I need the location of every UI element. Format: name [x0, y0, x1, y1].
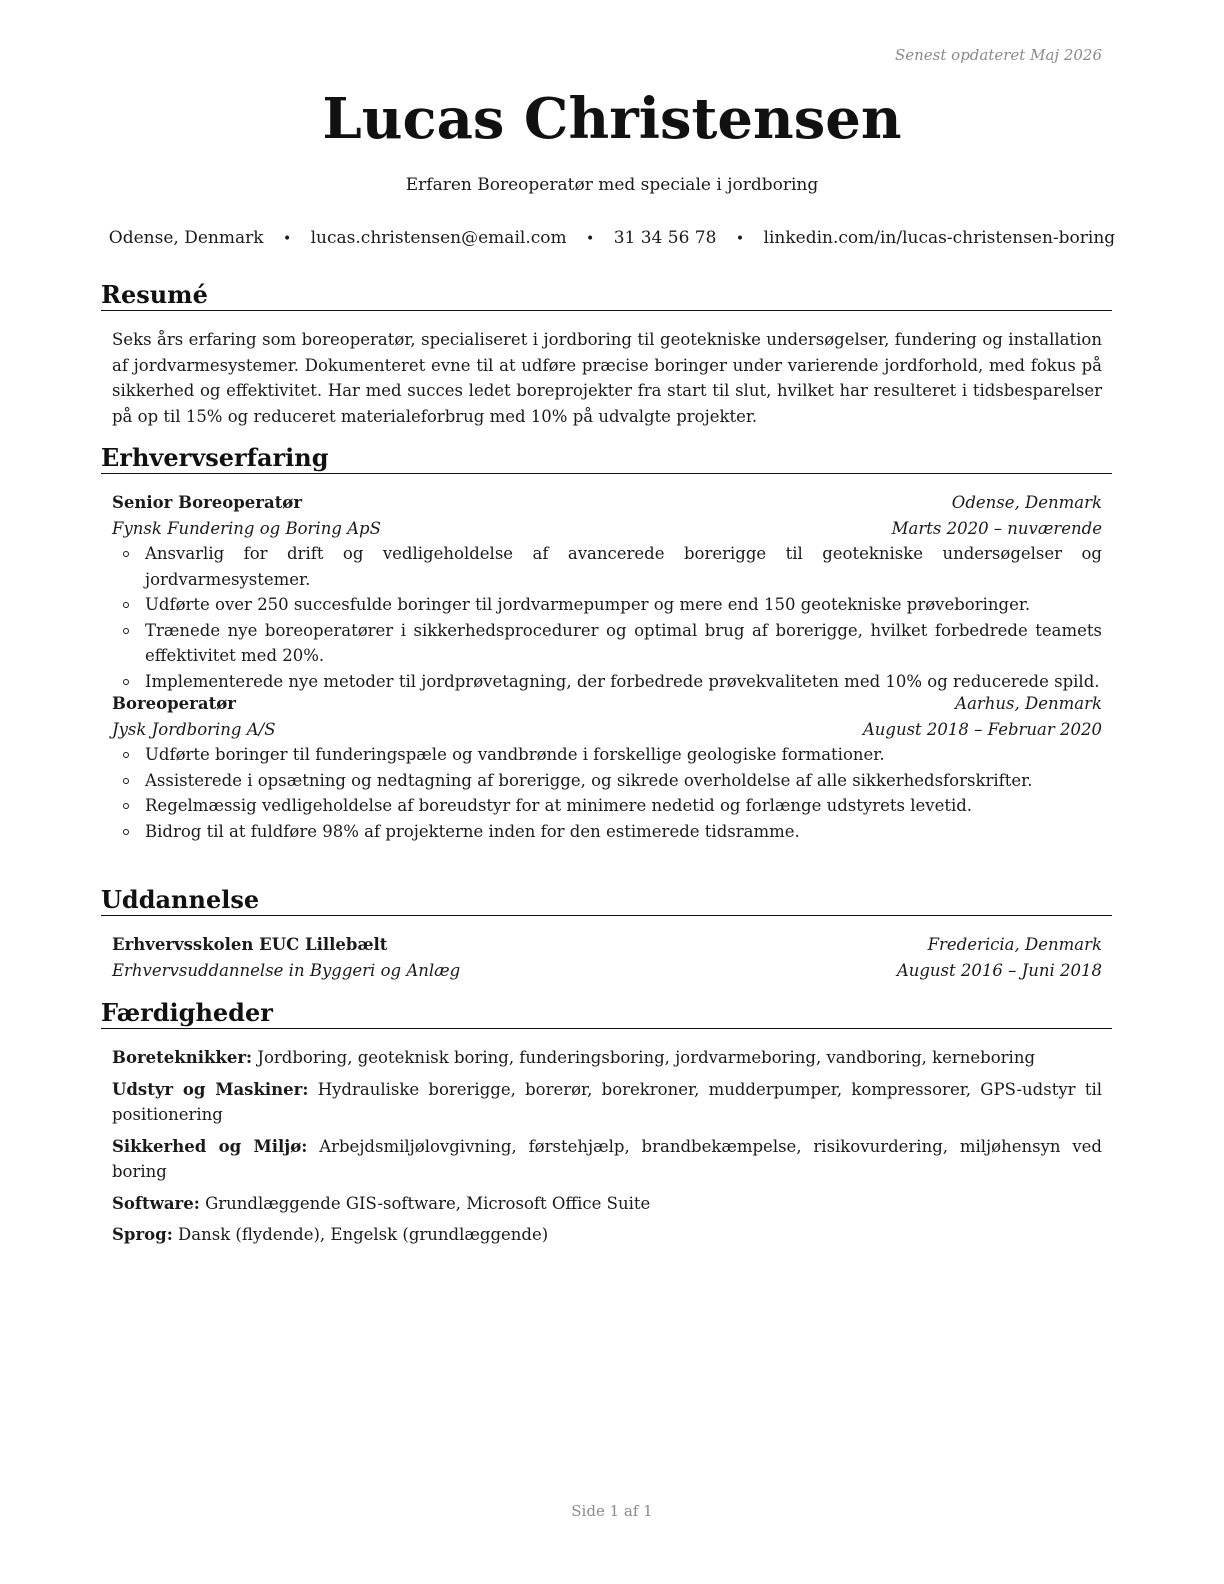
circle-bullet-icon — [123, 752, 129, 758]
candidate-name: Lucas Christensen — [322, 86, 902, 152]
job-dates: Marts 2020 – nuværende — [891, 518, 1102, 538]
education-entry — [112, 932, 1102, 983]
section-title-experience: Erhvervserfaring — [101, 443, 1112, 474]
job-header — [112, 691, 1102, 717]
summary-text: Seks års erfaring som boreoperatør, specialiseret i jordboring til geotekniske undersøgelser, fundering og installation af jordvarmesystemer. Dokumenteret evne til at udføre præcise boringer under varierende jordforhold, med fokus på sikkerhed og effektivitet. Har med succes ledet boreprojekter fra start til slut, hvilket har resulteret i tidsbesparelser på op til 15% og reduceret materialeforbrug med 10% på udvalgte projekter. — [112, 330, 1102, 426]
job-company: Jysk Jordboring A/S — [112, 719, 276, 739]
skills-list — [112, 1045, 1102, 1254]
job-header — [112, 490, 1102, 516]
list-item: Implementerede nye metoder til jordprøvetagning, der forbedrede prøvekvaliteten med 10% og reducerede spild. — [112, 669, 1102, 695]
education-location: Fredericia, Denmark — [927, 935, 1102, 954]
tagline: Erfaren Boreoperatør med speciale i jordboring — [405, 175, 819, 195]
job-role: Boreoperatør — [112, 694, 236, 713]
circle-bullet-icon — [123, 829, 129, 835]
skill-item — [112, 1045, 1102, 1071]
job-company: Fynsk Fundering og Boring ApS — [112, 518, 381, 538]
job-bullets — [112, 742, 1102, 844]
list-item: Udførte boringer til funderingspæle og vandbrønde i forskellige geologiske formationer. — [112, 742, 1102, 768]
circle-bullet-icon — [123, 551, 129, 557]
skill-item — [112, 1191, 1102, 1217]
job-role: Senior Boreoperatør — [112, 493, 303, 512]
circle-bullet-icon — [123, 628, 129, 634]
skill-value: Jordboring, geoteknisk boring, funderingsboring, jordvarmeboring, vandboring, kerneboring — [257, 1048, 1036, 1067]
job-location: Odense, Denmark — [951, 493, 1102, 512]
job-subheader — [112, 717, 1102, 743]
list-item: Regelmæssig vedligeholdelse af boreudstyr for at minimere nedetid og forlænge udstyrets levetid. — [112, 793, 1102, 819]
skill-item — [112, 1077, 1102, 1128]
job-subheader — [112, 516, 1102, 542]
skill-value: Arbejdsmiljølovgivning, førstehjælp, brandbekæmpelse, risikovurdering, miljøhensyn ved boring — [112, 1136, 1102, 1181]
job-bullets — [112, 541, 1102, 694]
education-header — [112, 932, 1102, 958]
job-dates: August 2018 – Februar 2020 — [862, 719, 1102, 739]
skill-value: Hydrauliske borerigge, borerør, borekroner, mudderpumper, kompressorer, GPS-udstyr til positionering — [112, 1079, 1103, 1124]
bullet-separator: • — [586, 231, 595, 247]
circle-bullet-icon — [123, 778, 129, 784]
contact-line — [0, 228, 1224, 248]
skill-value: Grundlæggende GIS-software, Microsoft Office Suite — [205, 1193, 651, 1213]
skill-label: Software: — [112, 1193, 200, 1213]
contact-phone[interactable]: 31 34 56 78 — [613, 228, 717, 248]
circle-bullet-icon — [123, 803, 129, 809]
contact-linkedin[interactable]: linkedin.com/in/lucas-christensen-boring — [763, 228, 1116, 248]
contact-email[interactable]: lucas.christensen@email.com — [310, 228, 567, 248]
bullet-separator: • — [282, 231, 292, 247]
list-item: Udførte over 250 succesfulde boringer til jordvarmepumper og mere end 150 geotekniske prøveboringer. — [112, 592, 1102, 618]
education-subheader — [112, 958, 1102, 984]
job-entry — [112, 691, 1102, 844]
circle-bullet-icon — [123, 679, 129, 685]
section-title-education: Uddannelse — [101, 885, 1112, 916]
page-number: Side 1 af 1 — [571, 1502, 653, 1520]
list-item: Ansvarlig for drift og vedligeholdelse af avancerede borerigge til geotekniske undersøgelser og jordvarmesystemer. — [112, 541, 1102, 592]
contact-location: Odense, Denmark — [108, 228, 264, 248]
list-item: Assisterede i opsætning og nedtagning af borerigge, og sikrede overholdelse af alle sikkerhedsforskrifter. — [112, 768, 1102, 794]
skill-value: Dansk (flydende), Engelsk (grundlæggende) — [178, 1225, 549, 1244]
education-degree: Erhvervsuddannelse in Byggeri og Anlæg — [112, 960, 461, 980]
skill-item — [112, 1222, 1102, 1248]
circle-bullet-icon — [123, 602, 129, 608]
list-item: Bidrog til at fuldføre 98% af projekterne inden for den estimerede tidsramme. — [112, 819, 1102, 845]
job-location: Aarhus, Denmark — [955, 694, 1102, 713]
bullet-separator: • — [735, 231, 745, 247]
skill-label: Boreteknikker: — [112, 1048, 253, 1067]
skill-label: Sprog: — [112, 1225, 173, 1244]
section-title-skills: Færdigheder — [101, 998, 1112, 1029]
skill-label: Udstyr og Maskiner: — [112, 1079, 309, 1099]
education-school: Erhvervsskolen EUC Lillebælt — [112, 935, 388, 954]
skill-label: Sikkerhed og Miljø: — [112, 1136, 308, 1156]
skill-item — [112, 1134, 1102, 1185]
education-dates: August 2016 – Juni 2018 — [896, 960, 1102, 980]
section-title-summary: Resumé — [101, 280, 1112, 311]
last-updated: Senest opdateret Maj 2026 — [894, 46, 1102, 64]
job-entry — [112, 490, 1102, 694]
list-item: Trænede nye boreoperatører i sikkerhedsprocedurer og optimal brug af borerigge, hvilket forbedrede teamets effektivitet med 20%. — [112, 618, 1102, 669]
